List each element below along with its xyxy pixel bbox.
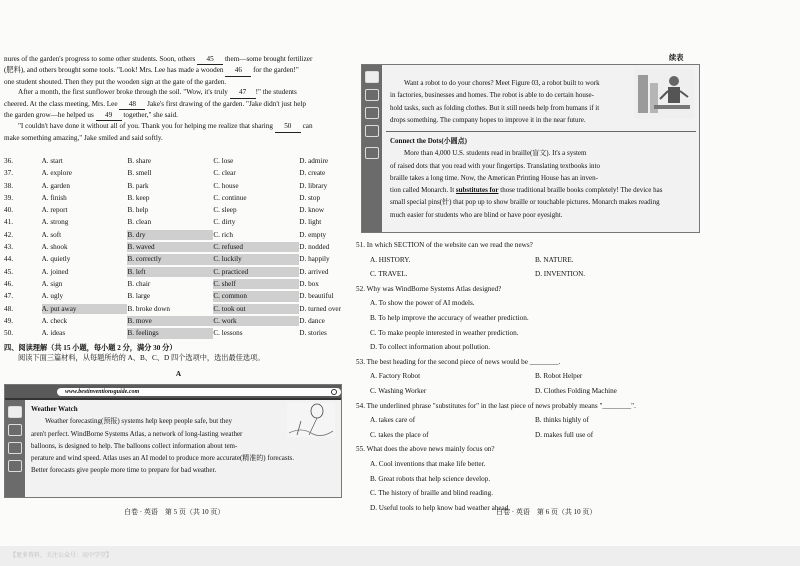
question-stem: 55. What does the above news mainly focus on?: [356, 445, 495, 454]
underlined-phrase: substitutes for: [455, 186, 499, 195]
answer-option[interactable]: A. Factory Robot: [370, 372, 421, 381]
blank-46[interactable]: 46: [225, 65, 251, 76]
option-c[interactable]: C. continue: [213, 193, 247, 202]
answer-option[interactable]: D. To collect information about pollution.: [370, 343, 491, 352]
question-number: 47.: [4, 292, 13, 301]
answer-option[interactable]: D. Useful tools to help know bad weather ahead.: [370, 503, 511, 512]
option-row: [4, 290, 353, 302]
search-icon[interactable]: [331, 389, 337, 395]
option-c[interactable]: C. took out: [213, 304, 299, 314]
answer-row: [356, 340, 700, 355]
answer-row: [356, 311, 700, 326]
question-stem: 53. The best heading for the second piece of news would be ________.: [356, 357, 561, 366]
clock-icon[interactable]: [8, 424, 22, 436]
website-sidebar-continued: [362, 65, 382, 232]
answer-option[interactable]: B. Great robots that help science develop.: [370, 474, 491, 483]
blank-47[interactable]: 47: [230, 87, 256, 98]
dots-news: Connect the Dots(小圆点) More than 4,000 U.S. students read in braille(盲文). It's a system of raised dots that you read with your fingertips. Translating textbooks into braille takes a long time. Now, the American Printing House has an inven- tion called Monarch. It substitutes for those traditional braille books completely! The device has small special pins(针) that pop up to show braille or touchable pictures. Monarch makes reading much easier for students who are blind or have poor eyesight.: [390, 135, 696, 221]
option-b[interactable]: B. move: [127, 316, 213, 326]
question-stem: 52. Why was WindBorne Systems Atlas designed?: [356, 284, 502, 293]
question-number: 49.: [4, 316, 13, 325]
robot-news: Want a robot to do your chores? Meet Figure 03, a robot built to work in factories, businesses and homes. The robot is able to do certain house- hold tasks, such as folding clothes. But it still needs help from humans if it drops something. The company hopes to improve it in the near future.: [390, 79, 600, 124]
option-a[interactable]: A. put away: [42, 304, 128, 314]
option-c[interactable]: C. house: [213, 181, 239, 190]
blank-49[interactable]: 49: [96, 110, 122, 121]
answer-option[interactable]: A. takes care of: [370, 416, 416, 425]
answer-option[interactable]: C. Washing Worker: [370, 386, 427, 395]
answer-option[interactable]: B. NATURE.: [535, 255, 574, 264]
option-row: [4, 180, 353, 192]
section-heading: 四、阅读理解（共 15 小题，每小题 2 分，满分 30 分）: [4, 344, 177, 352]
option-d[interactable]: D. light: [299, 218, 322, 227]
option-b[interactable]: B. feelings: [127, 328, 213, 338]
option-a[interactable]: A. quietly: [41, 255, 71, 264]
answer-option[interactable]: A. To show the power of AI models.: [370, 299, 475, 308]
link-icon[interactable]: [365, 147, 379, 159]
answer-option[interactable]: A. Cool inventions that make life better.: [370, 459, 486, 468]
answer-row: [356, 267, 700, 282]
blank-50[interactable]: 50: [275, 121, 301, 132]
answer-row: [356, 253, 700, 268]
question-number: 38.: [4, 181, 13, 190]
question-number: 46.: [4, 279, 13, 288]
option-b[interactable]: B. large: [127, 292, 151, 301]
option-row: [4, 204, 353, 216]
option-row: [4, 315, 353, 327]
answer-option[interactable]: C. TRAVEL.: [370, 270, 408, 279]
option-row: [4, 278, 353, 290]
website-window-a: [4, 384, 342, 498]
option-c[interactable]: C. practiced: [213, 267, 299, 277]
option-d[interactable]: D. admire: [299, 156, 329, 165]
option-c[interactable]: C. rich: [213, 230, 233, 239]
option-a[interactable]: A. finish: [41, 193, 67, 202]
home-icon[interactable]: [365, 71, 379, 83]
answer-option[interactable]: C. The history of braille and blind reading.: [370, 489, 494, 498]
question-number: 50.: [4, 329, 13, 338]
option-b[interactable]: B. clean: [127, 218, 152, 227]
reading-questions: [356, 238, 700, 515]
option-row: [4, 192, 353, 204]
website-window-continued: [361, 64, 700, 233]
option-row: [4, 155, 353, 167]
option-b[interactable]: B. park: [127, 181, 149, 190]
option-d[interactable]: D. nodded: [299, 243, 330, 252]
option-row: [4, 167, 353, 179]
question-number: 43.: [4, 243, 13, 252]
question-number: 37.: [4, 169, 13, 178]
chat-icon[interactable]: [365, 125, 379, 137]
mail-icon[interactable]: [8, 442, 22, 454]
question-number: 36.: [4, 156, 13, 165]
answer-row: [356, 326, 700, 341]
answer-option[interactable]: B. thinks highly of: [535, 416, 589, 425]
option-b[interactable]: B. share: [127, 156, 152, 165]
option-b[interactable]: B. keep: [127, 193, 150, 202]
option-b[interactable]: B. correctly: [127, 254, 213, 264]
option-row: [4, 253, 353, 265]
option-a[interactable]: A. ideas: [41, 329, 66, 338]
option-a[interactable]: A. start: [41, 156, 63, 165]
section-instruction: 阅读下面三篇材料，从每题所给的 A、B、C、D 四个选项中，选出最佳选项。: [18, 354, 265, 363]
option-a[interactable]: A. joined: [41, 267, 69, 276]
option-d[interactable]: D. arrived: [299, 267, 329, 276]
option-c[interactable]: C. sleep: [213, 206, 237, 215]
answer-option[interactable]: D. makes full use of: [535, 430, 594, 439]
option-a[interactable]: A. check: [41, 316, 68, 325]
question-number: 45.: [4, 267, 13, 276]
option-b[interactable]: B. chair: [127, 279, 151, 288]
home-icon[interactable]: [8, 406, 22, 418]
option-d[interactable]: D. stories: [299, 329, 327, 338]
option-a[interactable]: A. garden: [41, 181, 70, 190]
url-bar[interactable]: www.bestinventionsguide.com: [57, 388, 341, 396]
weather-balloon-illustration: [287, 403, 335, 437]
browser-toolbar: [5, 385, 341, 400]
mail-icon[interactable]: [365, 107, 379, 119]
answer-option[interactable]: B. Robot Helper: [535, 372, 583, 381]
question-number: 44.: [4, 255, 13, 264]
continued-label: 续表: [669, 54, 684, 62]
answer-row: [356, 384, 700, 399]
option-b[interactable]: B. smell: [127, 169, 152, 178]
question-stem: 54. The underlined phrase "substitutes for" in the last piece of news probably means "________".: [356, 401, 636, 410]
blank-48[interactable]: 48: [119, 99, 145, 110]
option-c[interactable]: C. lessons: [213, 329, 243, 338]
question-number: 42.: [4, 230, 13, 239]
watermark: 【更多资料，关注公众号：高中学堂】: [10, 553, 113, 559]
clock-icon[interactable]: [365, 89, 379, 101]
option-row: [4, 216, 353, 228]
cloze-passage-tail: nures of the garden's progress to some other students. Soon, others 45 them—some brought fertilizer (肥料), and others brought some tools. "Look! Mrs. Lee has made a wooden 46 for the garden!" one student shouted. Then they put the wooden sign at the gate of the garden. After a month, the first sunflower broke through the soil. "Wow, it's truly 47 !" the students cheered. At the class meeting, Mrs. Lee 48 Jake's first drawing of the garden. "Jake didn't just help the garden grow—he helped us 49 together," she said. "I couldn't have done it without all of you. Thank you for helping me realize that sharing 50 can make something amazing," Jake smiled and said softly.: [4, 55, 313, 142]
answer-row: [356, 457, 700, 472]
question-number: 39.: [4, 193, 13, 202]
weather-title: Weather Watch: [31, 405, 78, 413]
website-sidebar: [5, 400, 25, 497]
option-d[interactable]: D. dance: [299, 316, 325, 325]
option-c[interactable]: C. work: [213, 316, 299, 326]
divider: [386, 131, 696, 132]
answer-row: [356, 472, 700, 487]
answer-option[interactable]: D. INVENTION.: [535, 270, 586, 279]
option-row: [4, 303, 353, 315]
option-row: [4, 229, 353, 241]
option-d[interactable]: D. empty: [299, 230, 327, 239]
option-d[interactable]: D. library: [299, 181, 328, 190]
answer-option[interactable]: A. HISTORY.: [370, 255, 411, 264]
option-a[interactable]: A. explore: [41, 169, 72, 178]
option-b[interactable]: B. waved: [127, 242, 213, 252]
blank-45[interactable]: 45: [197, 54, 223, 65]
option-c[interactable]: C. shelf: [213, 279, 299, 289]
option-a[interactable]: A. soft: [41, 230, 62, 239]
option-d[interactable]: D. happily: [299, 255, 330, 264]
option-c[interactable]: C. luckily: [213, 254, 299, 264]
option-row: [4, 241, 353, 253]
dots-title: Connect the Dots(小圆点): [390, 137, 467, 145]
option-d[interactable]: D. box: [299, 279, 319, 288]
answer-option[interactable]: B. To help improve the accuracy of weather prediction.: [370, 313, 529, 322]
page-footer-right: 白卷 · 英语 第 6 页（共 10 页）: [496, 508, 597, 516]
option-a[interactable]: A. strong: [41, 218, 69, 227]
answer-row: [356, 296, 700, 311]
question-stem: 51. In which SECTION of the website can we read the news?: [356, 241, 533, 249]
section-4-header: [4, 342, 353, 379]
option-c[interactable]: C. refused: [213, 242, 299, 252]
answer-option[interactable]: C. takes the place of: [370, 430, 429, 439]
robot-illustration: [634, 69, 694, 119]
weather-news: Weather Watch Weather forecasting(预报) systems help keep people safe, but they aren't perfect. WindBorne Systems Atlas, a network of long-lasting weather balloons, is designed to help. The balloons collect information about tem- perature and wind speed. Atlas uses an AI model to produce more accurate(精准的) forecasts. Better forecasts give people more time to prepare for bad weather.: [31, 403, 337, 477]
answer-row: [356, 486, 700, 501]
option-d[interactable]: D. know: [299, 206, 325, 215]
option-c[interactable]: C. dirty: [213, 218, 236, 227]
option-b[interactable]: B. broke down: [127, 304, 171, 313]
option-b[interactable]: B. help: [127, 206, 149, 215]
answer-row: [356, 413, 700, 428]
option-c[interactable]: C. common: [213, 291, 299, 301]
answer-row: [356, 369, 700, 384]
option-a[interactable]: A. ugly: [41, 292, 64, 301]
passage-letter: A: [175, 369, 182, 378]
option-b[interactable]: B. left: [127, 267, 213, 277]
option-a[interactable]: A. sign: [41, 279, 63, 288]
question-number: 48.: [4, 304, 13, 313]
bottom-strip: [0, 546, 800, 566]
cloze-options-list: [4, 155, 353, 339]
option-d[interactable]: D. stop: [299, 193, 321, 202]
page-footer-left: 白卷 · 英语 第 5 页（共 10 页）: [124, 508, 225, 516]
option-d[interactable]: D. beautiful: [299, 292, 334, 301]
option-d[interactable]: D. turned over: [299, 304, 342, 313]
option-b[interactable]: B. dry: [127, 230, 213, 240]
option-a[interactable]: A. shook: [41, 243, 68, 252]
option-d[interactable]: D. create: [299, 169, 326, 178]
question-number: 41.: [4, 218, 13, 227]
answer-option[interactable]: C. To make people interested in weather prediction.: [370, 328, 519, 337]
chat-icon[interactable]: [8, 460, 22, 472]
option-row: [4, 327, 353, 339]
question-number: 40.: [4, 206, 13, 215]
option-c[interactable]: C. clear: [213, 169, 236, 178]
answer-option[interactable]: D. Clothes Folding Machine: [535, 386, 617, 395]
option-row: [4, 266, 353, 278]
answer-row: [356, 428, 700, 443]
option-c[interactable]: C. lose: [213, 156, 234, 165]
option-a[interactable]: A. report: [41, 206, 68, 215]
